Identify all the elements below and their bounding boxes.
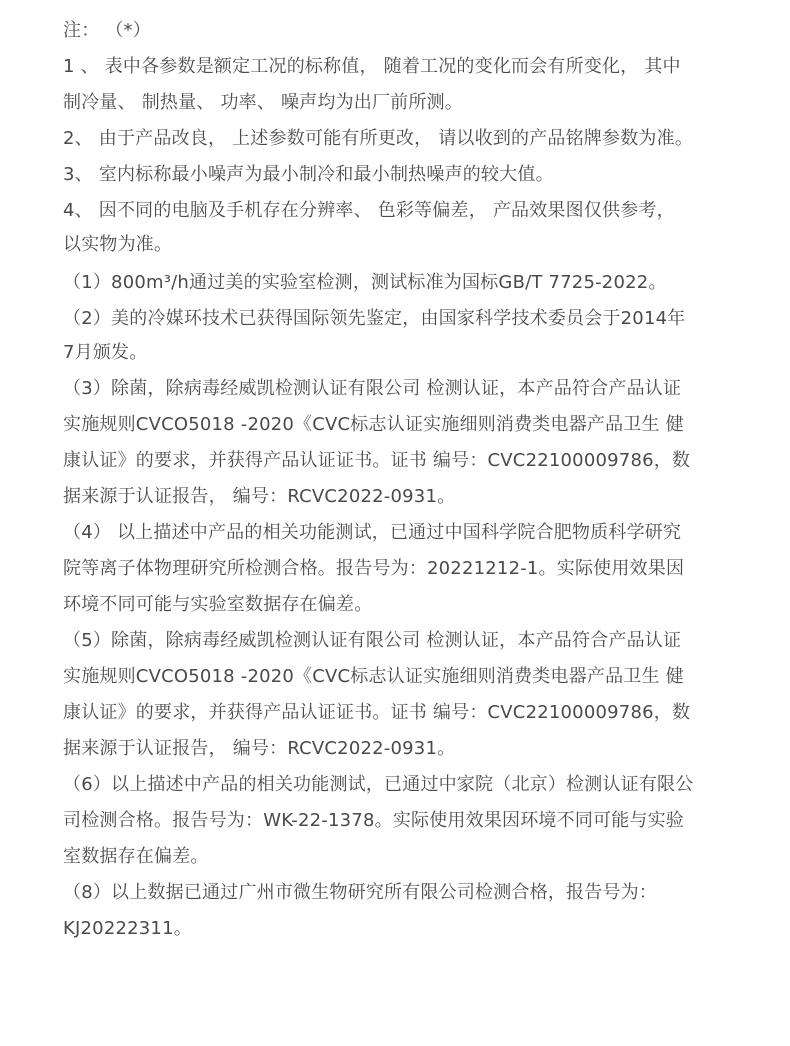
note-line: 实施规则CVCO5018 -2020《CVC标志认证实施细则消费类电器产品卫生 健 — [63, 414, 684, 435]
note-line: （8）以上数据已通过广州市微生物研究所有限公司检测合格，报告号为： — [63, 882, 658, 903]
note-line: 2、 由于产品改良， 上述参数可能有所更改， 请以收到的产品铭牌参数为准。 — [63, 128, 694, 149]
note-line: （5）除菌，除病毒经威凯检测认证有限公司 检测认证，本产品符合产品认证 — [63, 630, 682, 651]
note-line: 4、 因不同的电脑及手机存在分辨率、 色彩等偏差， 产品效果图仅供参考， — [63, 200, 675, 221]
notes-heading: 注： （*） — [63, 20, 151, 41]
note-line: 环境不同可能与实验室数据存在偏差。 — [63, 594, 373, 615]
note-line: 1 、 表中各参数是额定工况的标称值， 随着工况的变化而会有所变化， 其中 — [63, 56, 681, 77]
note-line: （3）除菌，除病毒经威凯检测认证有限公司 检测认证，本产品符合产品认证 — [63, 378, 682, 399]
note-line: （1）800m³/h通过美的实验室检测，测试标准为国标GB/T 7725-2022。 — [63, 272, 667, 293]
note-line: 司检测合格。报告号为：WK-22-1378。实际使用效果因环境不同可能与实验 — [63, 810, 685, 831]
note-line: 院等离子体物理研究所检测合格。报告号为：20221212-1。实际使用效果因 — [63, 558, 685, 579]
note-line: 康认证》的要求，并获得产品认证证书。证书 编号：CVC22100009786，数 — [63, 450, 691, 471]
note-line: KJ20222311。 — [63, 918, 192, 939]
note-line: 制冷量、 制热量、 功率、 噪声均为出厂前所测。 — [63, 92, 463, 113]
note-line: 7月颁发。 — [63, 342, 148, 363]
note-line: （2）美的冷媒环技术已获得国际领先鉴定，由国家科学技术委员会于2014年 — [63, 308, 686, 329]
note-line: （6）以上描述中产品的相关功能测试，已通过中家院（北京）检测认证有限公 — [63, 774, 694, 795]
note-line: 3、 室内标称最小噪声为最小制冷和最小制热噪声的较大值。 — [63, 164, 554, 185]
note-line: 以实物为准。 — [63, 234, 173, 255]
note-line: （4） 以上描述中产品的相关功能测试，已通过中国科学院合肥物质科学研究 — [63, 522, 682, 543]
note-line: 康认证》的要求，并获得产品认证证书。证书 编号：CVC22100009786，数 — [63, 702, 691, 723]
note-line: 据来源于认证报告， 编号：RCVC2022-0931。 — [63, 486, 456, 507]
note-line: 室数据存在偏差。 — [63, 846, 209, 867]
note-line: 实施规则CVCO5018 -2020《CVC标志认证实施细则消费类电器产品卫生 健 — [63, 666, 684, 687]
note-line: 据来源于认证报告， 编号：RCVC2022-0931。 — [63, 738, 456, 759]
